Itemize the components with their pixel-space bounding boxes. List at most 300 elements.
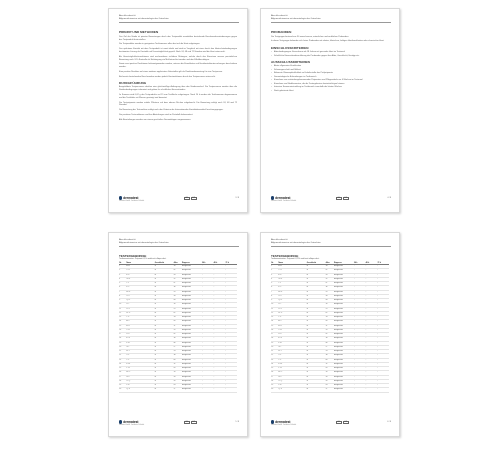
page-body (119, 28, 237, 123)
table-cell: - (202, 384, 214, 388)
table-cell: - (377, 328, 389, 332)
section-title: PROBANDEN (271, 30, 292, 35)
section-title-3: AUSSCHLUSSKRITERIEN (271, 59, 310, 64)
table-cell: - (377, 341, 389, 345)
column-header: 48 h (213, 262, 225, 265)
table-cell: C. E. (278, 328, 306, 332)
table-cell: Y. Z. (278, 316, 306, 320)
table-cell: - (377, 303, 389, 307)
paragraph-list-2 (119, 86, 237, 121)
table-cell: 52 (173, 277, 181, 281)
table-cell: - (225, 316, 237, 320)
table-cell: - (202, 388, 214, 392)
table-cell: m (154, 273, 173, 277)
table-cell: - (225, 345, 237, 349)
table-cell: - (225, 324, 237, 328)
table-cell: w (154, 358, 173, 362)
table-cell: - (225, 367, 237, 371)
table-cell: - (365, 341, 377, 345)
table-cell: - (202, 375, 214, 379)
table-cell: - (354, 375, 366, 379)
table-cell: 19 (271, 341, 278, 345)
section-title-2: DURCHFÜHRUNG (119, 80, 147, 85)
table-cell: m (154, 299, 173, 303)
table-cell: - (377, 282, 389, 286)
table-cell: - (365, 333, 377, 337)
paragraph: Die Testprodukte werden in geeigneten Testkammern offen dort auf die Haut aufgetragen. (119, 43, 201, 46)
table-cell: - (213, 324, 225, 328)
list-item: • Bekannte Überempfindlichkeit auf Inhaltsstoffe des Prüfpräparats (271, 72, 389, 75)
table-cell: - (377, 333, 389, 337)
table-cell: 3 (119, 273, 126, 277)
table-cell: w (306, 371, 325, 375)
table-cell: - (365, 286, 377, 290)
logo-text: dermatest (275, 420, 291, 424)
table-cell: m (306, 273, 325, 277)
table-cell: Hautgesund (182, 362, 202, 366)
table-cell: Hautgesund (182, 273, 202, 277)
table-cell: w (306, 269, 325, 273)
table-cell: M. O. (278, 371, 306, 375)
list-item: • Dermatologische Erkrankungen im Testbereich (271, 76, 389, 79)
table-cell: m (154, 337, 173, 341)
table-cell: 49 (325, 320, 333, 324)
paragraph: Bei bereits bestehenden Beschwerden werden jedoch Hautreaktionen durch den Testpersonen untersucht. (119, 75, 216, 78)
header-rule (119, 22, 239, 23)
table-cell: - (354, 367, 366, 371)
table-cell: Hautgesund (334, 294, 354, 298)
seal-icon: ISO (185, 421, 188, 423)
table-cell: - (365, 328, 377, 332)
section-title: PRINZIP UND METHODEN (119, 30, 159, 35)
table-cell: 6 (119, 286, 126, 290)
table-cell: 12 (119, 311, 126, 315)
table-cell: - (377, 311, 389, 315)
table-cell: - (225, 384, 237, 388)
table-cell: 47 (173, 282, 181, 286)
table-cell: w (154, 316, 173, 320)
table-cell: 29 (325, 290, 333, 294)
table-cell: - (354, 316, 366, 320)
seal-icon: ISO (337, 197, 340, 199)
table-cell: Hautgesund (182, 341, 202, 345)
paragraph: Die Testgruppe bestand aus 30 erwachsenen, männlichen und weiblichen Probanden. (271, 35, 349, 38)
logo-text: dermatest (275, 196, 291, 200)
table-cell: - (354, 269, 366, 273)
table-cell: 13 (271, 316, 278, 320)
table-cell: - (365, 277, 377, 281)
table-cell: - (365, 290, 377, 294)
logo-text: dermatest (123, 196, 139, 200)
certification-seals (336, 197, 349, 200)
paragraph: Sowie zwei positive Reaktionen bekanntgeworden werden, müssen die Einzelheiten auf Hautkontaktuntersuchungen beschrieben werden. (119, 63, 237, 69)
table-cell: L. N. (126, 367, 154, 371)
table-cell: Hautgesund (334, 350, 354, 354)
table-cell: - (213, 328, 225, 332)
table-cell: - (202, 277, 214, 281)
table-cell: - (225, 273, 237, 277)
table-cell: - (354, 371, 366, 375)
table-cell: Q. S. (126, 388, 154, 392)
table-cell: 3 (271, 273, 278, 277)
table-cell: M. N. (126, 290, 154, 294)
table-cell: m (154, 375, 173, 379)
table-cell: - (202, 265, 214, 269)
table-cell: - (354, 265, 366, 269)
table-cell: 33 (173, 316, 181, 320)
table-cell: Hautgesund (334, 324, 354, 328)
table-cell: - (225, 320, 237, 324)
certification-seals (184, 421, 197, 424)
table-cell: 45 (325, 367, 333, 371)
table-cell: - (377, 265, 389, 269)
table-cell: K. L. (126, 286, 154, 290)
table-cell: - (377, 324, 389, 328)
table-cell: Hautgesund (182, 375, 202, 379)
table-cell: Hautgesund (334, 337, 354, 341)
table-cell: 25 (173, 307, 181, 311)
table-cell: - (377, 277, 389, 281)
table-cell: - (354, 379, 366, 383)
table-cell: - (213, 341, 225, 345)
table-cell: 27 (271, 375, 278, 379)
table-cell: - (354, 277, 366, 281)
table-cell: O. P. (278, 294, 306, 298)
table-cell: J. L. (126, 358, 154, 362)
test-concentration: Testkonzentration: Präparat 0,25% verdünnt in Aqua dest. (271, 258, 320, 261)
table-cell: - (213, 282, 225, 286)
table-cell: - (354, 337, 366, 341)
table-cell: - (225, 299, 237, 303)
table-cell: Hautgesund (334, 299, 354, 303)
table-cell: 28 (325, 273, 333, 277)
footer-note: Dermatest GmbH · Zertifizierte Prüfstelle (119, 200, 145, 202)
table-cell: 36 (173, 286, 181, 290)
table-cell: w (306, 354, 325, 358)
table-cell: E. G. (126, 337, 154, 341)
table-cell: - (225, 265, 237, 269)
table-cell: w (306, 294, 325, 298)
paragraph: Die positiven Testreaktionen und ihre Abstufungen sind im Protokoll dokumentiert. (119, 113, 194, 116)
list-item: • Einnahme von entzündungshemmenden Präparaten und Pflegemitteln vor 4 Wochen im Testareal (271, 79, 389, 82)
table-cell: 14 (271, 320, 278, 324)
table-cell: Hautgesund (182, 388, 202, 392)
table-cell: - (365, 269, 377, 273)
seal-icon: ISO (337, 421, 340, 423)
table-cell: Hautgesund (182, 320, 202, 324)
table-cell: Hautgesund (182, 350, 202, 354)
table-cell: - (377, 350, 389, 354)
paragraph: Das epikutane Kontakt mit dem Testprodukt ist somit direkt und wird im Vergleich mit einer durch den Hautschutzbedingungen bestimmten Lösung als Kontrolle auf Unverträglichkeit geprüft. Nach 24, 48 und 72 Stunden wird die Haut untersucht. (119, 48, 237, 53)
page-header (271, 15, 391, 23)
table-cell: G. I. (126, 345, 154, 349)
table-cell: 37 (325, 324, 333, 328)
header-rule (271, 246, 391, 247)
table-cell: w (154, 384, 173, 388)
table-cell: O. Q. (278, 379, 306, 383)
section-title: TESTERGEBNISSE (271, 253, 299, 258)
table-cell: 9 (119, 299, 126, 303)
table-cell: w (306, 333, 325, 337)
table-cell: - (377, 273, 389, 277)
table-cell: - (377, 316, 389, 320)
table-cell: 29 (173, 290, 181, 294)
table-cell: 16 (271, 328, 278, 332)
page-number: 4 / 8 (387, 196, 391, 199)
table-cell: A. B. (278, 265, 306, 269)
list-item: • Einnahme von Medikamenten, die die Testergebnisse beeinträchtigen können (271, 83, 389, 86)
column-header: 72 h (225, 262, 237, 265)
table-cell: Hautgesund (182, 303, 202, 307)
table-cell: w (306, 384, 325, 388)
header-line-2: Allgemeinhinweise mit dermatologischer Gutachten (271, 242, 321, 244)
table-cell: 43 (325, 384, 333, 388)
certification-seals (336, 421, 349, 424)
table-cell: 41 (173, 269, 181, 273)
table-cell: - (202, 362, 214, 366)
table-cell: - (202, 299, 214, 303)
table-cell: Hautgesund (334, 307, 354, 311)
table-cell: - (377, 362, 389, 366)
table-cell: - (354, 345, 366, 349)
table-cell: 13 (119, 316, 126, 320)
table-cell: A. C. (126, 320, 154, 324)
table-cell: - (377, 269, 389, 273)
table-cell: - (365, 307, 377, 311)
table-cell: - (365, 362, 377, 366)
table-cell: - (377, 320, 389, 324)
table-cell: Hautgesund (334, 341, 354, 345)
table-cell: - (213, 350, 225, 354)
table-cell: 50 (173, 375, 181, 379)
table-cell: Hautgesund (182, 354, 202, 358)
header-rule (271, 22, 391, 23)
table-cell: U. V. (126, 307, 154, 311)
table-cell: - (213, 333, 225, 337)
table-cell: - (202, 367, 214, 371)
results-table (119, 262, 237, 393)
table-cell: - (213, 375, 225, 379)
table-cell: Hautgesund (182, 290, 202, 294)
table-cell: 28 (173, 273, 181, 277)
table-cell: - (202, 371, 214, 375)
table-cell: - (213, 320, 225, 324)
page-header (271, 239, 391, 247)
table-cell: 57 (325, 388, 333, 392)
table-cell: Hautgesund (182, 333, 202, 337)
table-cell: - (354, 333, 366, 337)
table-cell: - (365, 265, 377, 269)
table-cell: B. D. (278, 324, 306, 328)
table-cell: - (202, 307, 214, 311)
table-cell: C. D. (278, 269, 306, 273)
column-header: Name (126, 262, 154, 265)
header-line-2: Allgemeinhinweise mit dermatologischer Gutachten (119, 242, 169, 244)
table-cell: Hautgesund (182, 286, 202, 290)
table-cell: - (213, 299, 225, 303)
table-cell: - (202, 350, 214, 354)
header-line-1: Abschlussbericht (119, 15, 136, 17)
table-cell: 30 (325, 337, 333, 341)
table-cell: w (154, 290, 173, 294)
table-cell: E. G. (278, 337, 306, 341)
header-line-1: Abschlussbericht (271, 15, 288, 17)
table-cell: - (213, 290, 225, 294)
table-cell: K. M. (278, 362, 306, 366)
table-cell: w (306, 341, 325, 345)
table-cell: 8 (271, 294, 278, 298)
table-cell: - (377, 388, 389, 392)
table-cell: - (354, 358, 366, 362)
table-cell: C. D. (126, 269, 154, 273)
column-header: 48 h (365, 262, 377, 265)
table-cell: m (306, 362, 325, 366)
table-cell: Hautgesund (334, 303, 354, 307)
table-cell: 35 (325, 371, 333, 375)
table-cell: - (354, 320, 366, 324)
table-cell: - (365, 379, 377, 383)
table-cell: G. H. (278, 277, 306, 281)
table-cell: D. F. (278, 333, 306, 337)
table-cell: 61 (173, 311, 181, 315)
table-cell: - (213, 303, 225, 307)
paragraph: Ausgebildete Testpersonen erhalten eine gleichmäßige Auftragung über den Studienverlauf. Die Testpersonen werden über die Studienbedingungen informiert und geben ihr schriftliches Einverständnis. (119, 86, 237, 92)
table-cell: 17 (271, 333, 278, 337)
table-cell: 47 (325, 282, 333, 286)
table-cell: - (365, 273, 377, 277)
table-cell: P. R. (278, 384, 306, 388)
table-cell: - (225, 362, 237, 366)
table-cell: - (354, 341, 366, 345)
header-line-2: Allgemeinhinweise mit dermatologischer Gutachten (271, 18, 321, 20)
table-cell: Hautgesund (182, 299, 202, 303)
table-cell: Hautgesund (182, 269, 202, 273)
table-cell: - (202, 316, 214, 320)
footer-note: Dermatest GmbH · Zertifizierte Prüfstelle (271, 424, 297, 426)
table-cell: w (154, 328, 173, 332)
page-body (271, 28, 389, 93)
table-cell: Hautgesund (182, 282, 202, 286)
table-cell: 25 (119, 367, 126, 371)
table-cell: Hautgesund (334, 371, 354, 375)
table-cell: 7 (271, 290, 278, 294)
table-cell: Hautgesund (182, 379, 202, 383)
list-item: • Stark gebräunte Haut (271, 90, 389, 93)
table-cell: m (154, 324, 173, 328)
table-cell: Hautgesund (334, 362, 354, 366)
table-cell: w (154, 367, 173, 371)
table-cell: Hautgesund (182, 265, 202, 269)
table-cell: K. M. (126, 362, 154, 366)
list-item: • Akute allgemeine Krankheiten (271, 65, 389, 68)
table-cell: - (377, 299, 389, 303)
table-cell: Hautgesund (182, 371, 202, 375)
logo-mark-icon (119, 196, 122, 199)
table-cell: - (365, 303, 377, 307)
table-cell: 53 (173, 350, 181, 354)
table-cell: - (225, 371, 237, 375)
table-cell: 9 (271, 299, 278, 303)
table-cell: w (306, 379, 325, 383)
page-number: 3 / 8 (235, 196, 239, 199)
seal-icon: GLP (344, 421, 347, 423)
page-header (119, 15, 239, 23)
table-cell: w (306, 316, 325, 320)
table-cell: 38 (325, 354, 333, 358)
table-cell: - (365, 354, 377, 358)
table-cell: - (365, 294, 377, 298)
table-cell: 38 (173, 354, 181, 358)
table-cell: 19 (119, 341, 126, 345)
table-row (271, 388, 389, 392)
table-cell: 10 (271, 303, 278, 307)
paragraph: In dieser Testgruppe befanden sich keine Probanden mit akuten, klinischen, heftigen Hautkrankheiten oder chronischer Haut. (271, 40, 385, 43)
inclusion-list (271, 51, 389, 57)
dermatest-logo (119, 420, 138, 424)
table-cell: Hautgesund (334, 358, 354, 362)
table-cell: - (202, 354, 214, 358)
table-cell: - (377, 337, 389, 341)
table-cell: - (202, 333, 214, 337)
table-cell: - (365, 358, 377, 362)
table-cell: Hautgesund (334, 320, 354, 324)
table-cell: Hautgesund (334, 333, 354, 337)
table-cell: 33 (325, 316, 333, 320)
table-cell: 26 (325, 379, 333, 383)
table-cell: 18 (119, 337, 126, 341)
table-cell: 55 (325, 328, 333, 332)
table-cell: 23 (271, 358, 278, 362)
table-cell: w (154, 282, 173, 286)
table-cell: w (154, 371, 173, 375)
table-cell: - (213, 269, 225, 273)
table-cell: Hautgesund (182, 307, 202, 311)
table-cell: E. F. (278, 273, 306, 277)
table-cell: - (213, 311, 225, 315)
table-cell: - (202, 269, 214, 273)
page-number: 6 / 8 (387, 420, 391, 423)
table-cell: - (354, 282, 366, 286)
table-cell: - (202, 341, 214, 345)
table-cell: 27 (325, 345, 333, 349)
table-cell: - (202, 328, 214, 332)
table-cell: w (154, 269, 173, 273)
table-cell: Hautgesund (334, 316, 354, 320)
paragraph-list (271, 36, 389, 44)
table-cell: Hautgesund (182, 277, 202, 281)
table-cell: w (154, 303, 173, 307)
table-cell: - (213, 384, 225, 388)
table-cell: - (202, 320, 214, 324)
table-cell: 42 (173, 333, 181, 337)
table-cell: 7 (119, 290, 126, 294)
table-cell: E. F. (126, 273, 154, 277)
table-cell: - (225, 358, 237, 362)
table-cell: 46 (325, 341, 333, 345)
table-cell: Hautgesund (334, 328, 354, 332)
table-cell: - (213, 337, 225, 341)
column-header: Nr. (119, 262, 126, 265)
table-cell: - (225, 277, 237, 281)
table-cell: - (225, 294, 237, 298)
logo-mark-icon (119, 420, 122, 423)
table-cell: 43 (173, 384, 181, 388)
table-cell: - (202, 345, 214, 349)
table-cell: Hautgesund (334, 388, 354, 392)
table-cell: A. C. (278, 320, 306, 324)
table-cell: 26 (271, 371, 278, 375)
table-cell: - (365, 371, 377, 375)
